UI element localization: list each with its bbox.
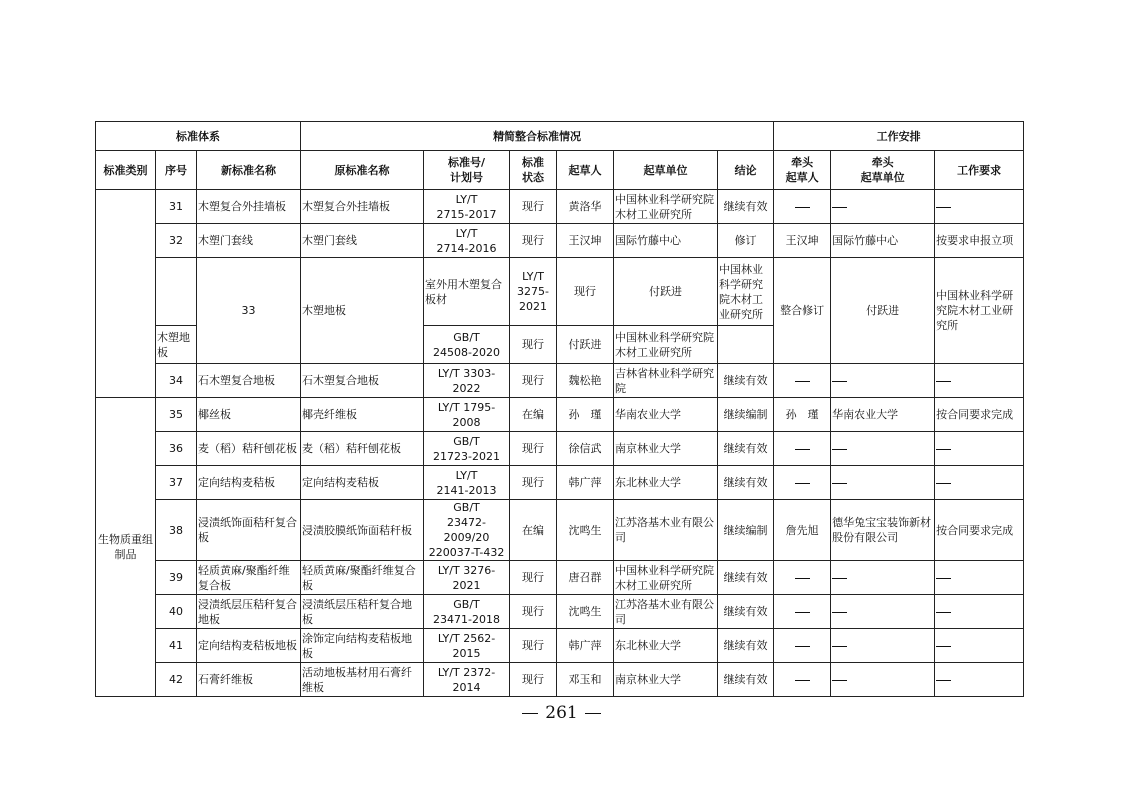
- orig-name-cell: 涂饰定向结构麦秸板地板: [301, 629, 424, 663]
- dash-mark: [936, 449, 951, 450]
- drafting-unit-cell: 江苏洛基木业有限公司: [614, 595, 718, 629]
- drafting-unit-cell: 中国林业科学研究院木材工业研究所: [718, 258, 774, 326]
- new-name-cell: 浸渍纸层压秸秆复合地板: [197, 595, 301, 629]
- table-row: [96, 224, 1024, 258]
- column-header: 牵头 起草单位: [831, 151, 935, 190]
- status-cell: 现行: [510, 364, 557, 398]
- conclusion-cell: 继续编制: [718, 398, 774, 432]
- status-cell: 现行: [510, 595, 557, 629]
- std-number-cell: GB/T 21723-2021: [424, 432, 510, 466]
- new-name-cell: 浸渍纸饰面秸秆复合板: [197, 500, 301, 561]
- column-header: 新标准名称: [197, 151, 301, 190]
- seq-cell: 35: [156, 398, 197, 432]
- lead-drafter-cell: [774, 364, 831, 398]
- orig-name-cell: 活动地板基材用石膏纤维板: [301, 663, 424, 697]
- requirement-cell: [935, 595, 1024, 629]
- std-number-cell: GB/T 23471-2018: [424, 595, 510, 629]
- table-row: [96, 432, 1024, 466]
- std-number-cell: LY/T 3275-2021: [510, 258, 557, 326]
- conclusion-cell: 继续有效: [718, 663, 774, 697]
- dash-mark: [832, 381, 847, 382]
- dash-mark: [936, 646, 951, 647]
- drafting-unit-cell: 东北林业大学: [614, 629, 718, 663]
- conclusion-cell: 继续有效: [718, 629, 774, 663]
- status-cell: 现行: [510, 663, 557, 697]
- status-cell: 现行: [510, 432, 557, 466]
- status-cell: 现行: [510, 190, 557, 224]
- column-header: 起草人: [557, 151, 614, 190]
- seq-cell: 33: [197, 258, 301, 364]
- drafting-unit-cell: 南京林业大学: [614, 663, 718, 697]
- drafting-unit-cell: 南京林业大学: [614, 432, 718, 466]
- dash-mark: [832, 612, 847, 613]
- table-row: [96, 561, 1024, 595]
- std-number-cell: GB/T 23472-2009/20 220037-T-432: [424, 500, 510, 561]
- conclusion-cell: 继续有效: [718, 561, 774, 595]
- orig-name-cell: 室外用木塑复合板材: [424, 258, 510, 326]
- status-cell: 在编: [510, 500, 557, 561]
- drafter-cell: 魏松艳: [557, 364, 614, 398]
- table-row: [96, 258, 1024, 326]
- new-name-cell: 石膏纤维板: [197, 663, 301, 697]
- seq-cell: 42: [156, 663, 197, 697]
- lead-unit-cell: 国际竹藤中心: [831, 224, 935, 258]
- dash-mark: [832, 483, 847, 484]
- requirement-cell: [935, 364, 1024, 398]
- std-number-cell: LY/T 1795-2008: [424, 398, 510, 432]
- category-cell: 生物质重组制品: [96, 398, 156, 697]
- requirement-cell: [935, 432, 1024, 466]
- drafter-cell: 徐信武: [557, 432, 614, 466]
- conclusion-cell: 继续有效: [718, 364, 774, 398]
- requirement-cell: 按合同要求完成: [935, 500, 1024, 561]
- dash-mark: [795, 483, 810, 484]
- table-row: [96, 190, 1024, 224]
- dash-mark: [936, 207, 951, 208]
- dash-mark: [832, 207, 847, 208]
- column-header: 标准号/ 计划号: [424, 151, 510, 190]
- new-name-cell: 定向结构麦秸板地板: [197, 629, 301, 663]
- column-header: 工作要求: [935, 151, 1024, 190]
- std-number-cell: LY/T 2141-2013: [424, 466, 510, 500]
- orig-name-cell: 麦（稻）秸秆刨花板: [301, 432, 424, 466]
- new-name-cell: 木塑复合外挂墙板: [197, 190, 301, 224]
- column-header: 结论: [718, 151, 774, 190]
- table-row: [96, 663, 1024, 697]
- seq-cell: 39: [156, 561, 197, 595]
- lead-drafter-cell: 王汉坤: [774, 224, 831, 258]
- status-cell: 现行: [510, 224, 557, 258]
- new-name-cell: 木塑地板: [301, 258, 424, 364]
- std-number-cell: LY/T 3276-2021: [424, 561, 510, 595]
- drafter-cell: 邓玉和: [557, 663, 614, 697]
- seq-cell: 41: [156, 629, 197, 663]
- status-cell: 在编: [510, 398, 557, 432]
- dash-mark: [795, 646, 810, 647]
- lead-drafter-cell: [774, 561, 831, 595]
- dash-mark: [936, 381, 951, 382]
- table-row: [96, 398, 1024, 432]
- lead-drafter-cell: [774, 663, 831, 697]
- lead-drafter-cell: 孙 瑾: [774, 398, 831, 432]
- column-header: 标准类别: [96, 151, 156, 190]
- new-name-cell: 定向结构麦秸板: [197, 466, 301, 500]
- category-cell: [96, 190, 156, 398]
- status-cell: 现行: [510, 629, 557, 663]
- orig-name-cell: 浸渍胶膜纸饰面秸秆板: [301, 500, 424, 561]
- std-number-cell: LY/T 2715-2017: [424, 190, 510, 224]
- lead-drafter-cell: [774, 190, 831, 224]
- drafter-cell: 沈鸣生: [557, 500, 614, 561]
- new-name-cell: 麦（稻）秸秆刨花板: [197, 432, 301, 466]
- dash-mark: [832, 578, 847, 579]
- lead-drafter-cell: [774, 595, 831, 629]
- drafting-unit-cell: 东北林业大学: [614, 466, 718, 500]
- requirement-cell: [935, 466, 1024, 500]
- dash-mark: [795, 612, 810, 613]
- conclusion-cell: 整合修订: [774, 258, 831, 364]
- lead-unit-cell: [831, 432, 935, 466]
- dash-mark: [832, 680, 847, 681]
- group-header-row: [96, 122, 1024, 151]
- column-header: 序号: [156, 151, 197, 190]
- orig-name-cell: 椰壳纤维板: [301, 398, 424, 432]
- dash-mark: [795, 381, 810, 382]
- requirement-cell: [935, 561, 1024, 595]
- drafter-cell: 韩广萍: [557, 466, 614, 500]
- group-header-work: 工作安排: [774, 122, 1024, 151]
- requirement-cell: 按合同要求完成: [935, 398, 1024, 432]
- page-number: [0, 703, 1123, 723]
- orig-name-cell: 定向结构麦秸板: [301, 466, 424, 500]
- orig-name-cell: 浸渍纸层压秸秆复合地板: [301, 595, 424, 629]
- orig-name-cell: 石木塑复合地板: [301, 364, 424, 398]
- drafting-unit-cell: 中国林业科学研究院木材工业研究所: [614, 190, 718, 224]
- drafter-cell: 付跃进: [614, 258, 718, 326]
- category-cell: [156, 258, 197, 326]
- new-name-cell: 石木塑复合地板: [197, 364, 301, 398]
- drafter-cell: 王汉坤: [557, 224, 614, 258]
- conclusion-cell: 继续编制: [718, 500, 774, 561]
- group-header-situation: 精简整合标准情况: [301, 122, 774, 151]
- column-header: 原标准名称: [301, 151, 424, 190]
- new-name-cell: 木塑门套线: [197, 224, 301, 258]
- lead-unit-cell: 华南农业大学: [831, 398, 935, 432]
- group-header-system: 标准体系: [96, 122, 301, 151]
- requirement-cell: [935, 190, 1024, 224]
- lead-drafter-cell: [774, 466, 831, 500]
- lead-unit-cell: [831, 364, 935, 398]
- lead-unit-cell: 中国林业科学研究院木材工业研究所: [935, 258, 1024, 364]
- lead-unit-cell: 德华兔宝宝装饰新材股份有限公司: [831, 500, 935, 561]
- dash-mark: [795, 449, 810, 450]
- lead-unit-cell: [831, 629, 935, 663]
- drafter-cell: 唐召群: [557, 561, 614, 595]
- drafter-cell: 韩广萍: [557, 629, 614, 663]
- seq-cell: 37: [156, 466, 197, 500]
- lead-unit-cell: [831, 561, 935, 595]
- std-number-cell: LY/T 2562-2015: [424, 629, 510, 663]
- dash-mark: [936, 578, 951, 579]
- table-row: [96, 500, 1024, 561]
- table-body: [96, 190, 1024, 697]
- seq-cell: 36: [156, 432, 197, 466]
- column-header-row: [96, 151, 1024, 190]
- drafting-unit-cell: 华南农业大学: [614, 398, 718, 432]
- seq-cell: 38: [156, 500, 197, 561]
- lead-unit-cell: [831, 663, 935, 697]
- status-cell: 现行: [510, 466, 557, 500]
- lead-drafter-cell: [774, 629, 831, 663]
- column-header: 起草单位: [614, 151, 718, 190]
- drafting-unit-cell: 中国林业科学研究院木材工业研究所: [614, 326, 718, 364]
- dash-mark: [795, 680, 810, 681]
- seq-cell: 31: [156, 190, 197, 224]
- conclusion-cell: 继续有效: [718, 190, 774, 224]
- table-row: [96, 629, 1024, 663]
- dash-mark: [936, 680, 951, 681]
- std-number-cell: GB/T 24508-2020: [424, 326, 510, 364]
- orig-name-cell: 木塑地板: [156, 326, 197, 364]
- drafting-unit-cell: 江苏洛基木业有限公司: [614, 500, 718, 561]
- page-number-left-rule: [522, 713, 538, 714]
- standards-table: [95, 121, 1024, 697]
- page-number-text: 261: [545, 703, 578, 723]
- column-header: 牵头 起草人: [774, 151, 831, 190]
- drafter-cell: 沈鸣生: [557, 595, 614, 629]
- dash-mark: [936, 483, 951, 484]
- lead-drafter-cell: 付跃进: [831, 258, 935, 364]
- seq-cell: 34: [156, 364, 197, 398]
- new-name-cell: 椰丝板: [197, 398, 301, 432]
- drafter-cell: 黄洛华: [557, 190, 614, 224]
- orig-name-cell: 轻质黄麻/聚酯纤维复合板: [301, 561, 424, 595]
- dash-mark: [936, 612, 951, 613]
- requirement-cell: 按要求申报立项: [935, 224, 1024, 258]
- std-number-cell: LY/T 2372-2014: [424, 663, 510, 697]
- orig-name-cell: 木塑复合外挂墙板: [301, 190, 424, 224]
- dash-mark: [832, 449, 847, 450]
- lead-unit-cell: [831, 595, 935, 629]
- page-number-right-rule: [585, 713, 601, 714]
- drafting-unit-cell: 吉林省林业科学研究院: [614, 364, 718, 398]
- status-cell: 现行: [510, 561, 557, 595]
- new-name-cell: 轻质黄麻/聚酯纤维复合板: [197, 561, 301, 595]
- requirement-cell: [935, 663, 1024, 697]
- table-row: [96, 466, 1024, 500]
- seq-cell: 32: [156, 224, 197, 258]
- std-number-cell: LY/T 2714-2016: [424, 224, 510, 258]
- conclusion-cell: 继续有效: [718, 432, 774, 466]
- seq-cell: 40: [156, 595, 197, 629]
- lead-unit-cell: [831, 190, 935, 224]
- std-number-cell: LY/T 3303-2022: [424, 364, 510, 398]
- drafter-cell: 孙 瑾: [557, 398, 614, 432]
- dash-mark: [832, 646, 847, 647]
- table-row: [96, 595, 1024, 629]
- table-row: [96, 364, 1024, 398]
- drafting-unit-cell: 中国林业科学研究院木材工业研究所: [614, 561, 718, 595]
- status-cell: 现行: [557, 258, 614, 326]
- conclusion-cell: 继续有效: [718, 466, 774, 500]
- dash-mark: [795, 207, 810, 208]
- drafter-cell: 付跃进: [557, 326, 614, 364]
- lead-drafter-cell: 詹先旭: [774, 500, 831, 561]
- lead-drafter-cell: [774, 432, 831, 466]
- status-cell: 现行: [510, 326, 557, 364]
- dash-mark: [795, 578, 810, 579]
- requirement-cell: [935, 629, 1024, 663]
- lead-unit-cell: [831, 466, 935, 500]
- conclusion-cell: 继续有效: [718, 595, 774, 629]
- orig-name-cell: 木塑门套线: [301, 224, 424, 258]
- conclusion-cell: 修订: [718, 224, 774, 258]
- drafting-unit-cell: 国际竹藤中心: [614, 224, 718, 258]
- column-header: 标准 状态: [510, 151, 557, 190]
